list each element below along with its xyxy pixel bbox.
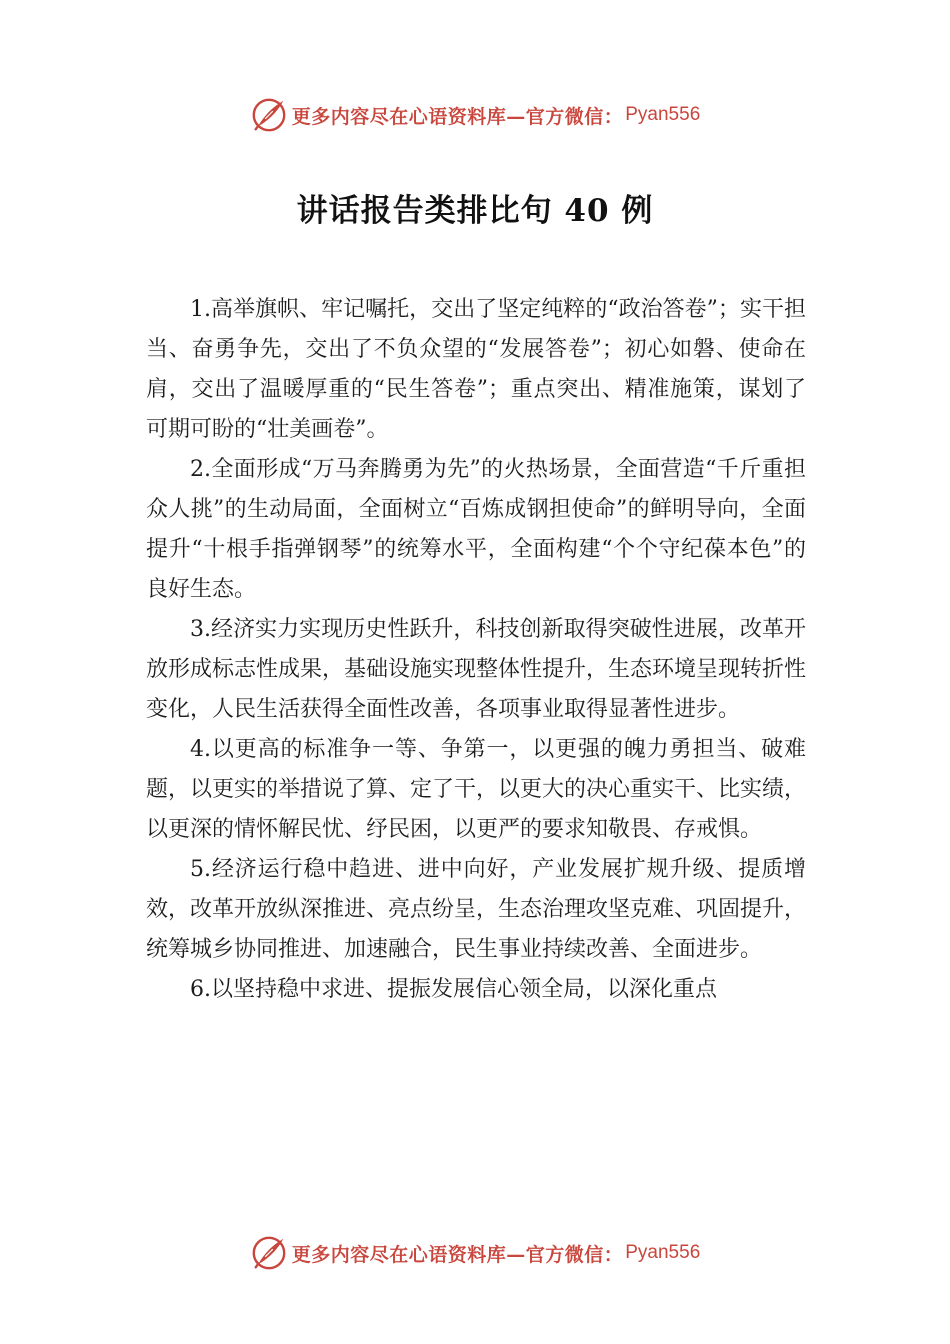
watermark-banner-top bbox=[0, 93, 950, 137]
watermark-wechat-id: Pyan556 bbox=[625, 1242, 701, 1263]
paragraph-4: 4.以更高的标准争一等、争第一，以更强的魄力勇担当、破难题，以更实的举措说了算、定了干，以更大的决心重实干、比实绩，以更深的情怀解民忧、纾民困，以更严的要求知敬畏、存戒惧。 bbox=[146, 737, 807, 842]
feather-pen-logo-icon bbox=[250, 1234, 288, 1272]
watermark-text: 更多内容尽在心语资料库—官方微信： bbox=[291, 105, 624, 128]
watermark-wechat-id: Pyan556 bbox=[625, 104, 701, 125]
paragraph-2: 2.全面形成“万马奔腾勇为先”的火热场景，全面营造“千斤重担众人挑”的生动局面，全面树立“百炼成钢担使命”的鲜明导向，全面提升“十根手指弹钢琴”的统筹水平，全面构建“个个守纪葆本色”的良好生态。 bbox=[146, 457, 806, 602]
paragraph-5: 5.经济运行稳中趋进、进中向好，产业发展扩规升级、提质增效，改革开放纵深推进、亮点纷呈，生态治理攻坚克难、巩固提升，统筹城乡协同推进、加速融合，民生事业持续改善、全面进步。 bbox=[146, 857, 807, 962]
watermark-banner-bottom bbox=[0, 1231, 950, 1275]
watermark-text: 更多内容尽在心语资料库—官方微信： bbox=[291, 1243, 624, 1266]
document-title: 讲话报告类排比句 40 例 bbox=[296, 193, 654, 229]
paragraph-3: 3.经济实力实现历史性跃升，科技创新取得突破性进展，改革开放形成标志性成果，基础设施实现整体性提升，生态环境呈现转折性变化，人民生活获得全面性改善，各项事业取得显著性进步。 bbox=[146, 617, 807, 722]
document-body bbox=[146, 290, 806, 1010]
paragraph-6: 6.以坚持稳中求进、提振发展信心领全局，以深化重点 bbox=[190, 977, 717, 1002]
feather-pen-logo-icon bbox=[250, 96, 288, 134]
paragraph-1: 1.高举旗帜、牢记嘱托，交出了坚定纯粹的“政治答卷”；实干担当、奋勇争先，交出了不负众望的“发展答卷”；初心如磐、使命在肩，交出了温暖厚重的“民生答卷”；重点突出、精准施策，谋划了可期可盼的“壮美画卷”。 bbox=[146, 297, 806, 442]
